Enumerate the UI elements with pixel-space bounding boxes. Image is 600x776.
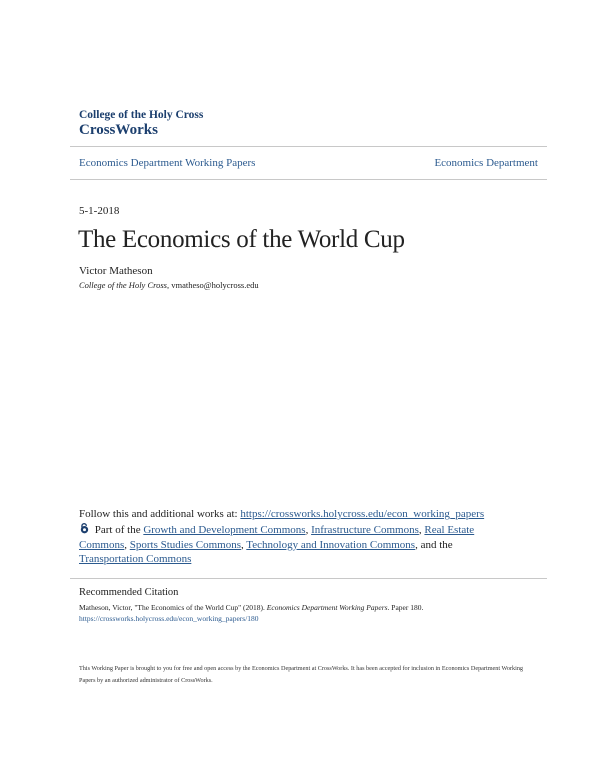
citation-text (79, 603, 423, 612)
series-link[interactable]: Economics Department Working Papers (79, 157, 256, 169)
affiliation-text: College of the Holy Cross (79, 280, 167, 290)
commons-link-technology[interactable]: Technology and Innovation Commons (246, 538, 416, 551)
part-of-label: Part of the (94, 524, 141, 536)
author-affiliation: College of the Holy Cross, vmatheso@holycross.edu (79, 280, 259, 290)
commons-link-infrastructure[interactable]: Infrastructure Commons (311, 524, 419, 536)
citation-paper-no: . Paper 180. (387, 603, 424, 612)
and-the-text: and the (420, 538, 453, 551)
commons-link-transportation[interactable]: Transportation Commons (79, 553, 192, 565)
citation-series: Economics Department Working Papers (266, 603, 388, 612)
header-divider-bottom (70, 179, 547, 180)
repository-name[interactable]: CrossWorks (79, 122, 158, 138)
citation-heading: Recommended Citation (79, 587, 179, 598)
open-access-icon (79, 523, 90, 534)
citation-divider (70, 578, 547, 579)
collection-url-link[interactable]: https://crossworks.holycross.edu/econ_working_papers (240, 508, 485, 520)
author-email[interactable]: vmatheso@holycross.edu (171, 280, 259, 290)
footer-note: This Working Paper is brought to you for free and open access by the Economics Department at CrossWorks. It has been accepted for inclusion in Economics Department Working Papers by an authorized administrator of CrossWorks. (79, 665, 524, 684)
commons-link-real-estate[interactable]: Real Estate Commons (79, 524, 475, 551)
follow-line (79, 508, 484, 520)
institution-name[interactable]: College of the Holy Cross (79, 109, 204, 121)
commons-link-sports-studies[interactable]: Sports Studies Commons (129, 538, 241, 551)
author-name: Victor Matheson (79, 265, 153, 277)
citation-url-link[interactable]: https://crossworks.holycross.edu/econ_working_papers/180 (79, 614, 259, 623)
commons-link-growth[interactable]: Growth and Development Commons (143, 524, 306, 536)
citation-prefix: Matheson, Victor, "The Economics of the World Cup" (2018). (79, 603, 265, 612)
department-link[interactable]: Economics Department (434, 157, 538, 169)
publication-date: 5-1-2018 (79, 205, 120, 217)
header-divider-top (70, 146, 547, 147)
paper-title: The Economics of the World Cup (78, 226, 405, 253)
follow-label: Follow this and additional works at: (79, 508, 238, 520)
part-of-commons: Part of the Growth and Development Commons, Infrastructure Commons, Real Estate Commons, Sports Studies Commons, Technology and Innovation Commons, and the Transportation Commons (79, 524, 475, 565)
